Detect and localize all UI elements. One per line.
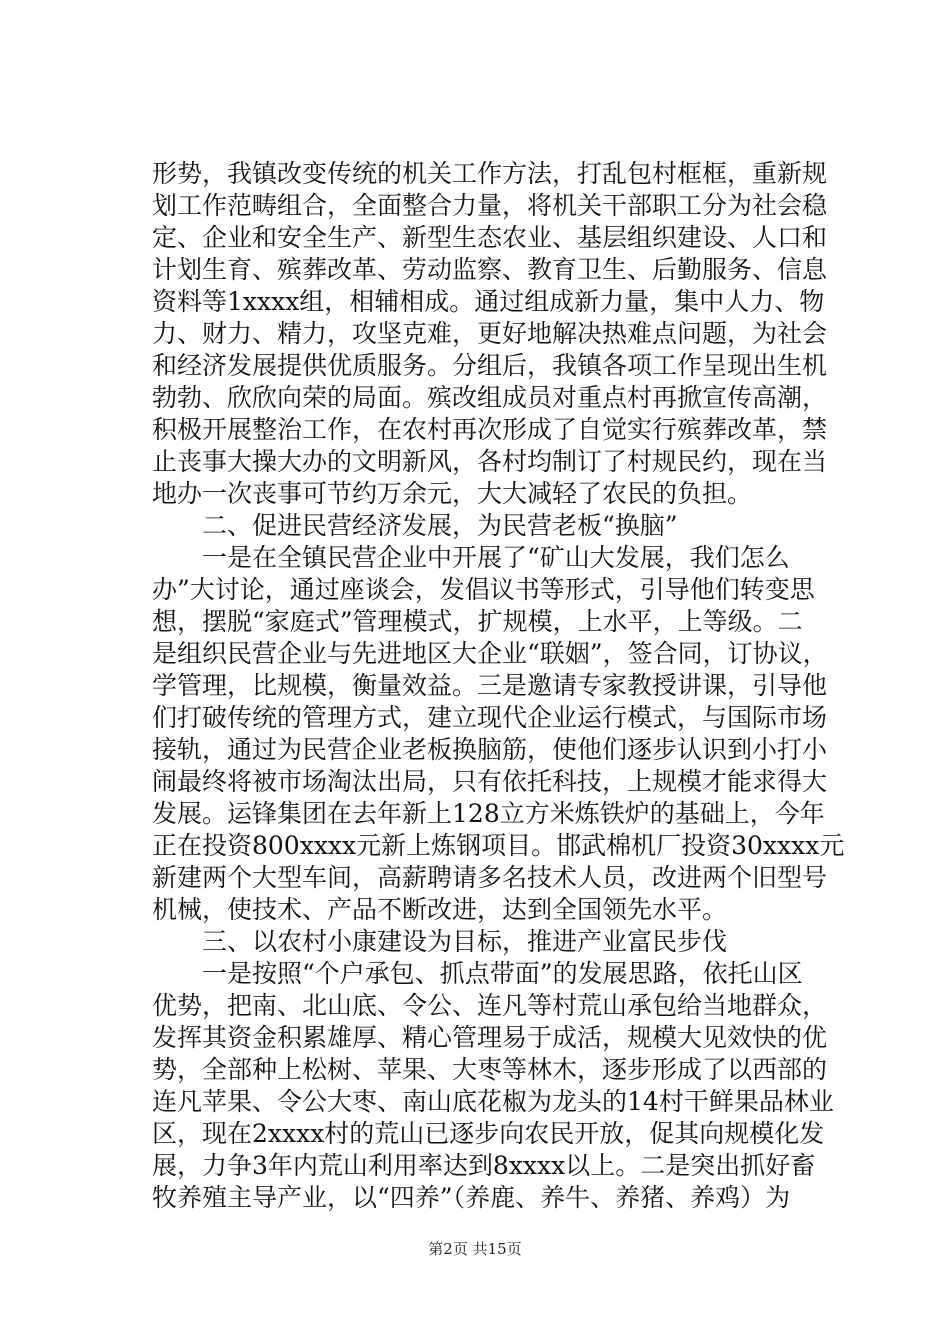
- text-line: 连凡苹果、令公大枣、南山底花椒为龙头的14村干鲜果品林业: [152, 1087, 834, 1116]
- text-line: 和经济发展提供优质服务。分组后，我镇各项工作呈现出生机: [152, 351, 828, 380]
- text-line: 学管理，比规模，衡量效益。三是邀请专家教授讲课，引导他: [152, 671, 828, 700]
- text-line: 展，力争3年内荒山利用率达到8xxxx以上。二是突出抓好畜: [152, 1151, 816, 1180]
- text-line: 一是按照“个户承包、抓点带面”的发展思路，依托山区: [152, 959, 803, 988]
- text-line: 力、财力、精力，攻坚克难，更好地解决热难点问题，为社会: [152, 319, 828, 348]
- section-heading: 二、促进民营经济发展，为民营老板“换脑”: [152, 511, 678, 540]
- text-line: 积极开展整治工作，在农村再次形成了自觉实行殡葬改革，禁: [152, 415, 828, 444]
- text-line: 发展。运锋集团在去年新上128立方米炼铁炉的基础上，今年: [152, 799, 825, 828]
- text-line: 办”大讨论，通过座谈会，发倡议书等形式，引导他们转变思: [152, 575, 815, 604]
- text-line: 形势，我镇改变传统的机关工作方法，打乱包村框框，重新规: [152, 159, 828, 188]
- text-line: 机械，使技术、产品不断改进，达到全国领先水平。: [152, 895, 728, 924]
- text-line: 是组织民营企业与先进地区大企业“联姻”，签合同，订协议，: [152, 639, 828, 668]
- text-line: 发挥其资金积累雄厚、精心管理易于成活，规模大见效快的优: [152, 1023, 828, 1052]
- text-line: 新建两个大型车间，高薪聘请多名技术人员，改进两个旧型号: [152, 863, 828, 892]
- text-line: 勃勃、欣欣向荣的局面。殡改组成员对重点村再掀宣传高潮，: [152, 383, 828, 412]
- text-line: 资料等1xxxx组，相辅相成。通过组成新力量，集中人力、物: [152, 287, 825, 316]
- text-line: 接轨，通过为民营企业老板换脑筋，使他们逐步认识到小打小: [152, 735, 828, 764]
- text-line: 势，全部种上松树、苹果、大枣等林木，逐步形成了以西部的: [152, 1055, 828, 1084]
- text-line: 想，摆脱“家庭式”管理模式，扩规模，上水平，上等级。二: [152, 607, 803, 636]
- text-line: 正在投资800xxxx元新上炼钢项目。邯武棉机厂投资30xxxx元: [152, 831, 845, 860]
- text-line: 优势，把南、北山底、令公、连凡等村荒山承包给当地群众，: [152, 991, 828, 1020]
- page-number-footer: 第2页 共15页: [428, 1240, 522, 1258]
- section-heading: 三、以农村小康建设为目标，推进产业富民步伐: [152, 927, 728, 956]
- text-line: 划工作范畴组合，全面整合力量，将机关干部职工分为社会稳: [152, 191, 828, 220]
- text-line: 区，现在2xxxx村的荒山已逐步向农民开放，促其向规模化发: [152, 1119, 825, 1148]
- text-line: 止丧事大操大办的文明新风，各村均制订了村规民约，现在当: [152, 447, 828, 476]
- text-line: 计划生育、殡葬改革、劳动监察、教育卫生、后勤服务、信息: [152, 255, 828, 284]
- text-line: 牧养殖主导产业，以“四养”（养鹿、养牛、养猪、养鸡）为: [152, 1183, 791, 1212]
- text-line: 一是在全镇民营企业中开展了“矿山大发展，我们怎么: [152, 543, 790, 572]
- text-line: 定、企业和安全生产、新型生态农业、基层组织建设、人口和: [152, 223, 828, 252]
- text-line: 地办一次丧事可节约万余元，大大减轻了农民的负担。: [152, 479, 753, 508]
- text-line: 闹最终将被市场淘汰出局，只有依托科技，上规模才能求得大: [152, 767, 828, 796]
- text-line: 们打破传统的管理方式，建立现代企业运行模式，与国际市场: [152, 703, 828, 732]
